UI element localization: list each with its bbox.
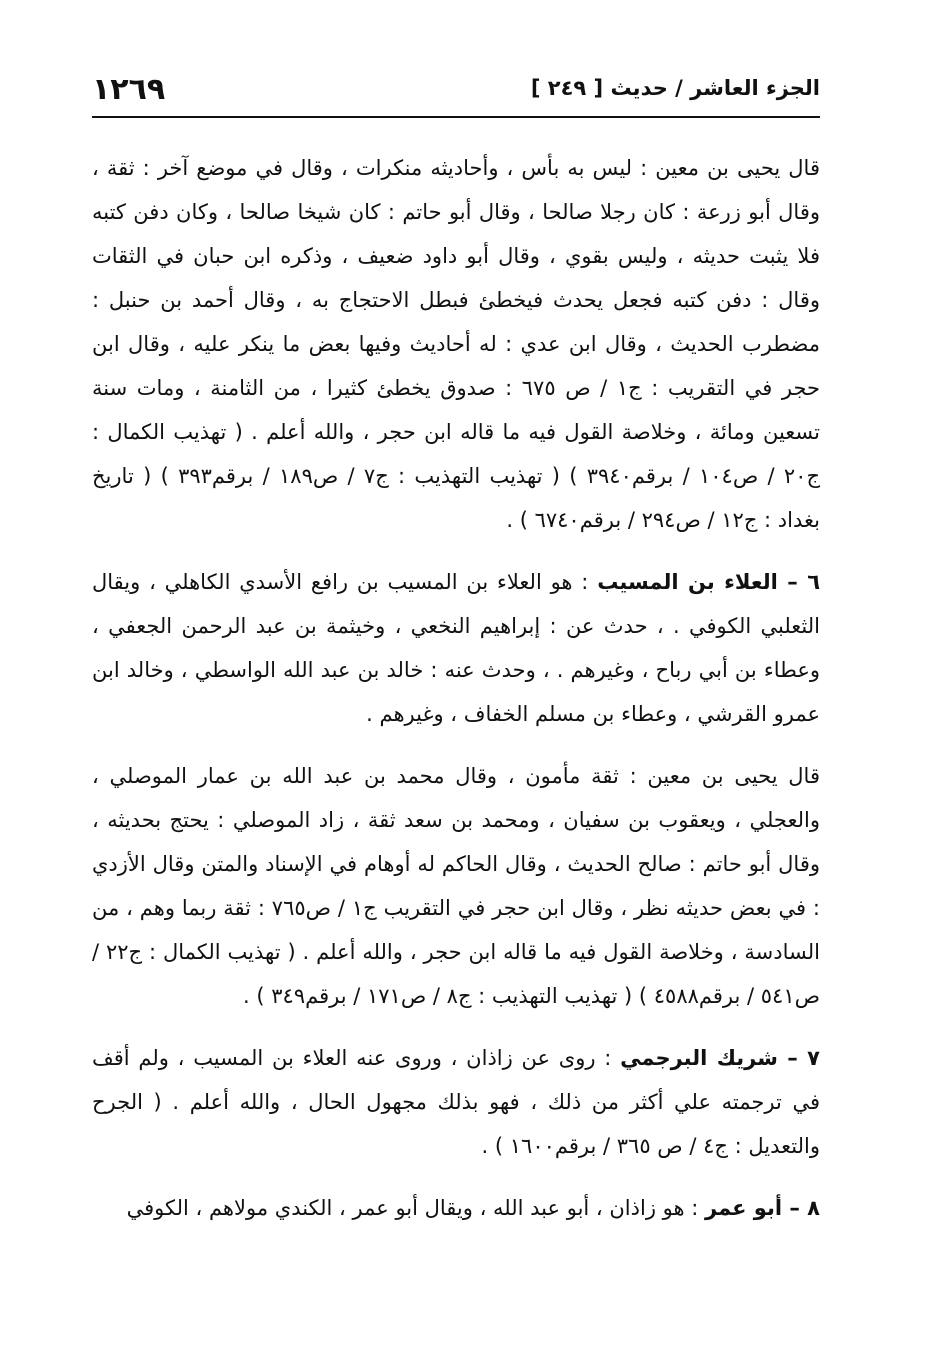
- paragraph-1: [92, 146, 820, 542]
- page-header: [92, 70, 820, 114]
- paragraph-4: [92, 1036, 820, 1168]
- paragraph-3: [92, 754, 820, 1018]
- paragraph-2: [92, 560, 820, 736]
- entry-name-6: ٦ – العلاء بن المسيب: [597, 570, 821, 594]
- paragraph-5: [92, 1186, 820, 1230]
- page-number: ١٢٦٩: [92, 72, 166, 107]
- entry-name-8: ٨ – أبو عمر: [705, 1196, 820, 1220]
- paragraph-text: قال يحيى بن معين : ليس به بأس ، وأحاديثه منكرات ، وقال في موضع آخر : ثقة ، وقال أبو زرعة : كان رجلا صالحا ، وقال أبو حاتم : كان شيخا صالحا ، وكان دفن كتبه فلا يثبت حديثه ، وليس بقوي ، وقال أبو داود ضعيف ، وذكره ابن حبان في الثقات وقال : دفن كتبه فجعل يحدث فيخطئ فبطل الاحتجاج به ، وقال أحمد بن حنبل : مضطرب الحديث ، وقال ابن عدي : له أحاديث وفيها بعض ما ينكر عليه ، وقال ابن حجر في التقريب : ج١ / ص ٦٧٥ : صدوق يخطئ كثيرا ، من الثامنة ، ومات سنة تسعين ومائة ، وخلاصة القول فيه ما قاله ابن حجر ، والله أعلم . ( تهذيب الكمال : ج٢٠ / ص١٠٤ / برقم٣٩٤٠ ) ( تهذيب التهذيب : ج٧ / ص١٨٩ / برقم٣٩٣ ) ( تاريخ بغداد : ج١٢ / ص٢٩٤ / برقم٦٧٤٠ ) .: [92, 156, 820, 532]
- paragraph-text: : روى عن زاذان ، وروى عنه العلاء بن المسيب ، ولم أقف في ترجمته علي أكثر من ذلك ، فهو بذلك مجهول الحال ، والله أعلم . ( الجرح والتعديل : ج٤ / ص ٣٦٥ / برقم١٦٠٠ ) .: [92, 1046, 820, 1158]
- paragraph-text: قال يحيى بن معين : ثقة مأمون ، وقال محمد بن عبد الله بن عمار الموصلي ، والعجلي ، ويعقوب بن سفيان ، ومحمد بن سعد ثقة ، زاد الموصلي : يحتج بحديثه ، وقال أبو حاتم : صالح الحديث ، وقال الحاكم له أوهام في الإسناد والمتن وقال الأزدي : في بعض حديثه نظر ، وقال ابن حجر في التقريب ج١ / ص٧٦٥ : ثقة ربما وهم ، من السادسة ، وخلاصة القول فيه ما قاله ابن حجر ، والله أعلم . ( تهذيب الكمال : ج٢٢ / ص٥٤١ / برقم٤٥٨٨ ) ( تهذيب التهذيب : ج٨ / ص١٧١ / برقم٣٤٩ ) .: [92, 764, 820, 1008]
- entry-name-7: ٧ – شريك البرجمي: [620, 1046, 820, 1070]
- running-title: الجزء العاشر / حديث [ ٢٤٩ ]: [530, 76, 820, 100]
- header-divider: [92, 116, 820, 118]
- paragraph-text: : هو العلاء بن المسيب بن رافع الأسدي الكاهلي ، ويقال الثعلبي الكوفي . ، حدث عن : إبراهيم النخعي ، وخيثمة بن عبد الرحمن الجعفي ، وعطاء بن أبي رباح ، وغيرهم . ، وحدث عنه : خالد بن عبد الله الواسطي ، وخالد ابن عمرو القرشي ، وعطاء بن مسلم الخفاف ، وغيرهم .: [92, 570, 820, 726]
- paragraph-text: : هو زاذان ، أبو عبد الله ، ويقال أبو عمر ، الكندي مولاهم ، الكوفي: [126, 1196, 705, 1220]
- page-body: [92, 146, 820, 1248]
